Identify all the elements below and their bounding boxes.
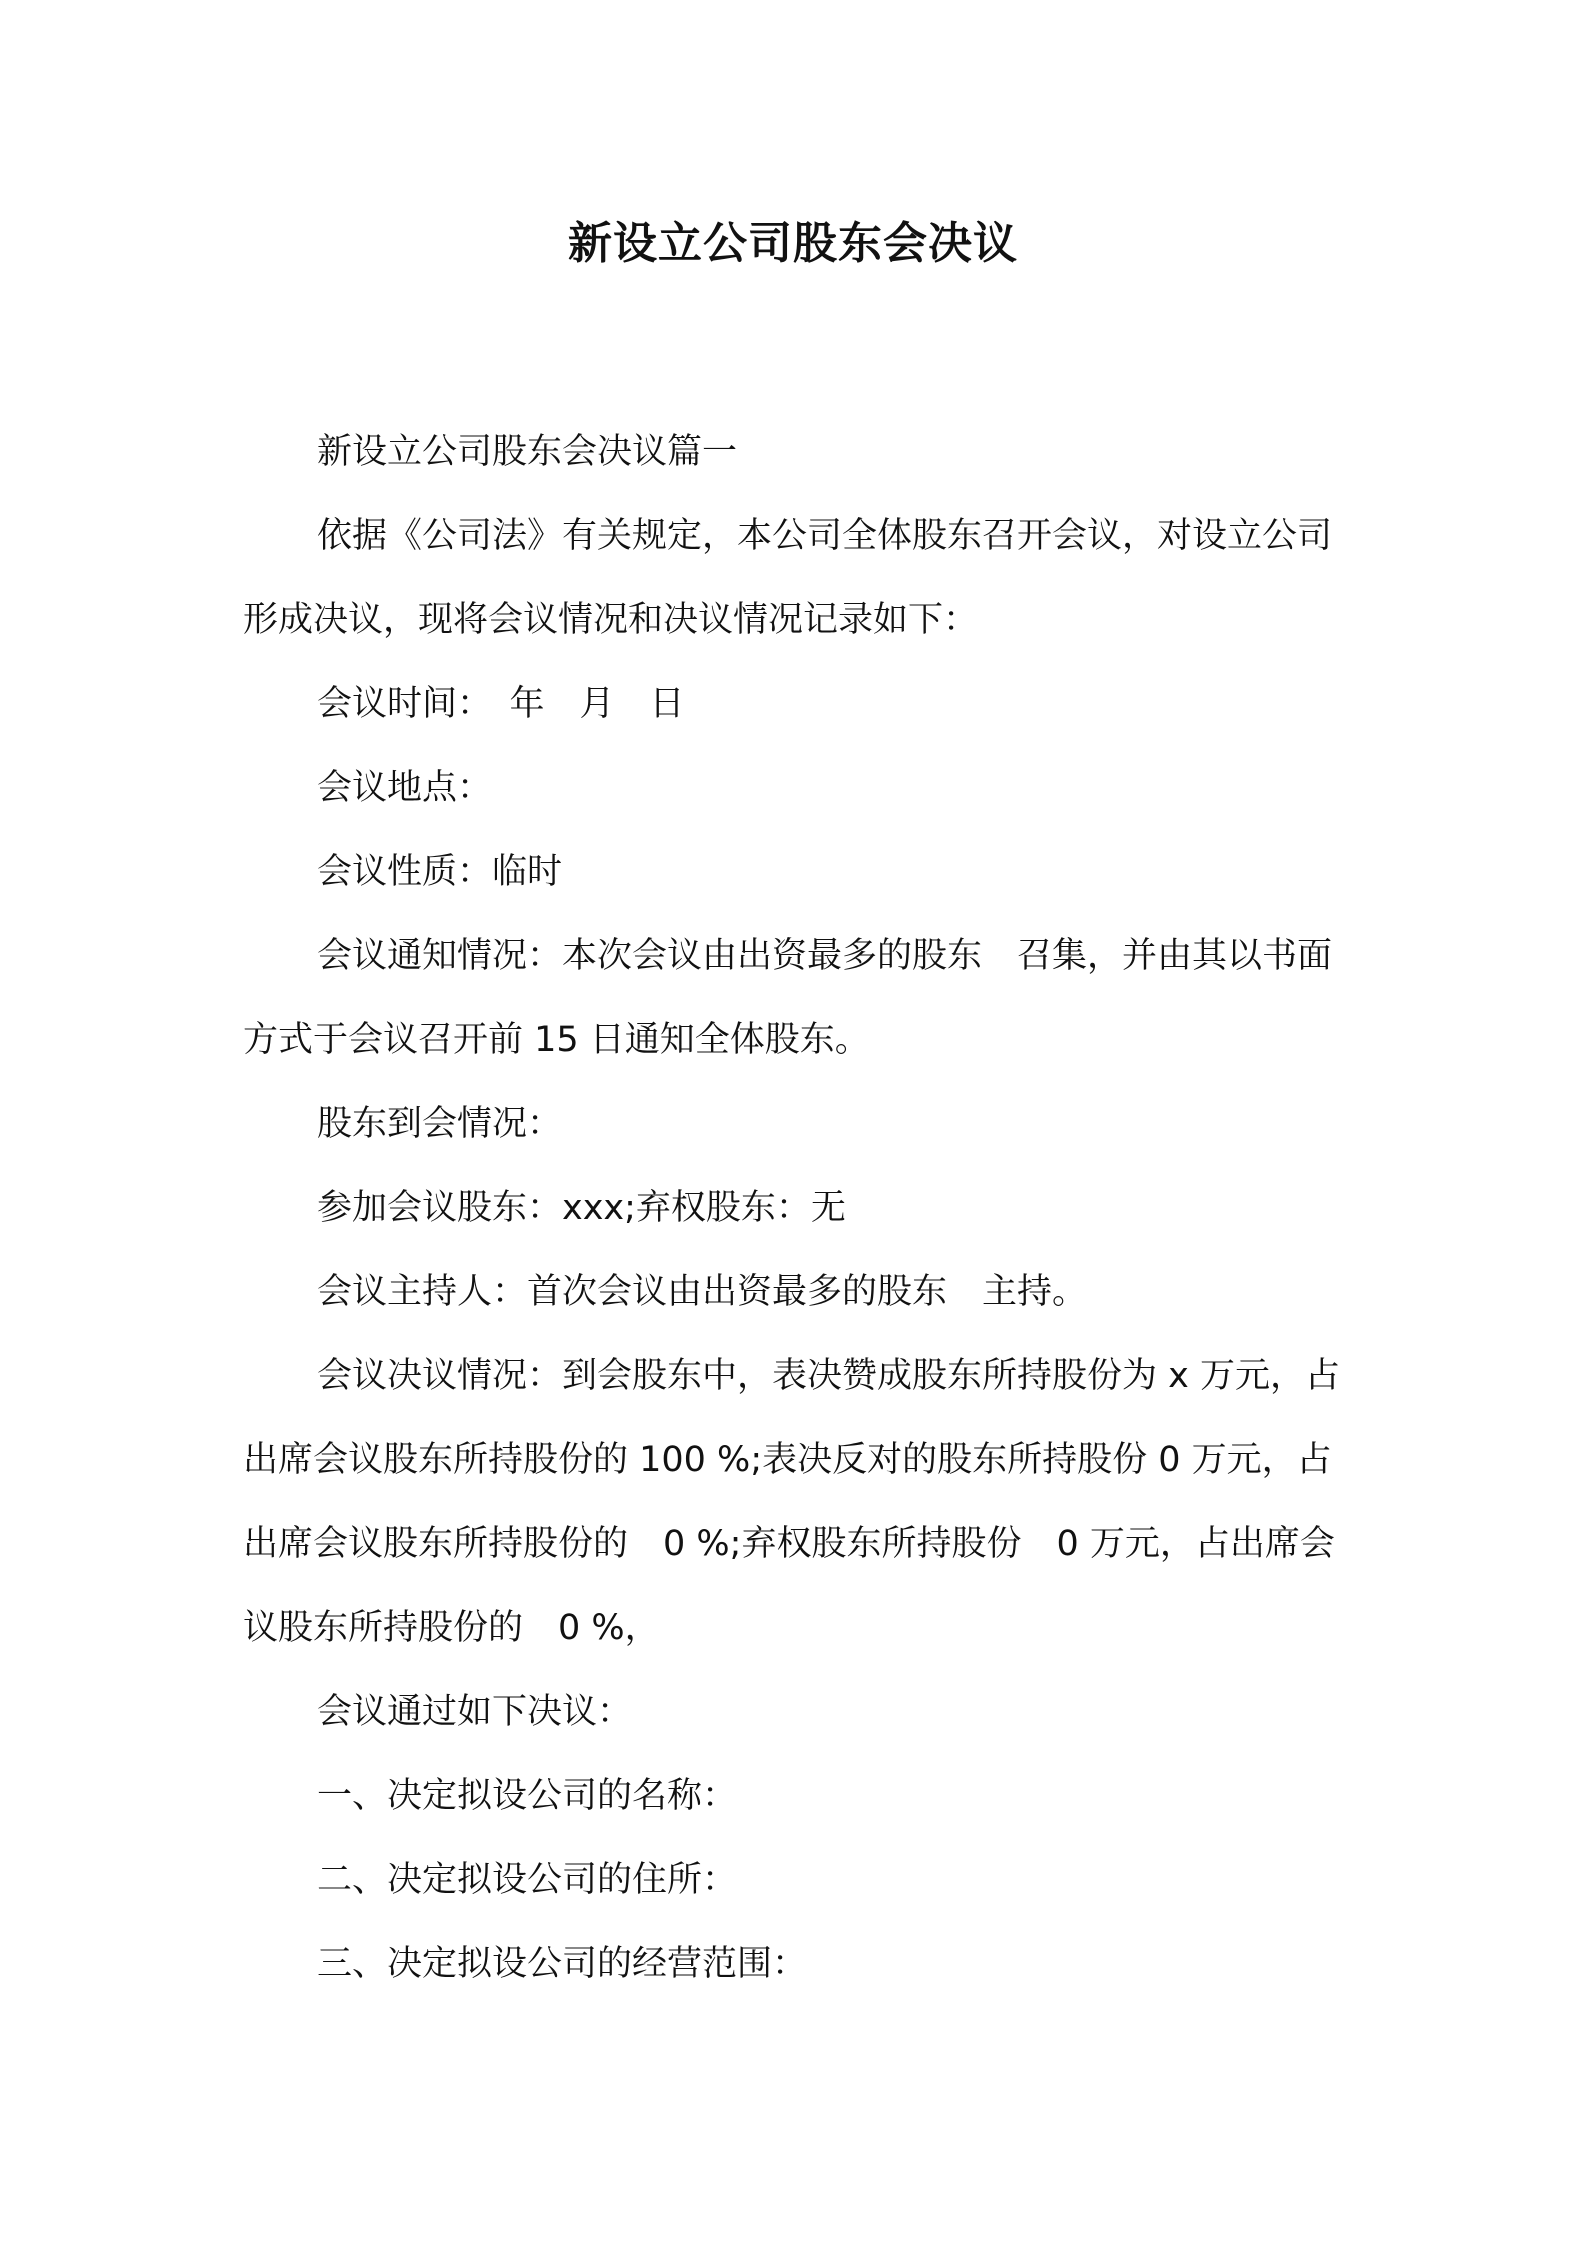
paragraph-resolution-1: 一、决定拟设公司的名称：	[317, 1776, 738, 1816]
paragraph-resolutions-header: 会议通过如下决议：	[317, 1692, 633, 1732]
paragraph-attendees: 参加会议股东：xxx;弃权股东：无	[317, 1188, 846, 1228]
paragraph-resolution-3: 三、决定拟设公司的经营范围：	[317, 1944, 808, 1984]
paragraph-resolution-2: 二、决定拟设公司的住所：	[317, 1860, 738, 1900]
paragraph-vote-result: 会议决议情况：到会股东中，表决赞成股东所持股份为 x 万元，占出席会议股东所持股份的 100 %;表决反对的股东所持股份 0 万元，占出席会议股东所持股份的 0 %;弃权股东所持股份 0 万元，占出席会议股东所持股份的 0 %，	[243, 1356, 1340, 1648]
paragraph-host: 会议主持人：首次会议由出资最多的股东 主持。	[317, 1272, 1088, 1312]
paragraph-attendance: 股东到会情况：	[317, 1104, 563, 1144]
paragraph-meeting-time: 会议时间： 年 月 日	[317, 684, 685, 724]
paragraph-meeting-nature: 会议性质：临时	[317, 852, 563, 892]
paragraph-intro: 依据《公司法》有关规定，本公司全体股东召开会议，对设立公司形成决议，现将会议情况和决议情况记录如下：	[243, 516, 1333, 640]
paragraph-subtitle: 新设立公司股东会决议篇一	[317, 432, 738, 472]
document-title: 新设立公司股东会决议	[568, 218, 1018, 269]
paragraph-meeting-place: 会议地点：	[317, 768, 493, 808]
paragraph-notice: 会议通知情况：本次会议由出资最多的股东 召集，并由其以书面方式于会议召开前 15 日通知全体股东。	[243, 936, 1333, 1060]
